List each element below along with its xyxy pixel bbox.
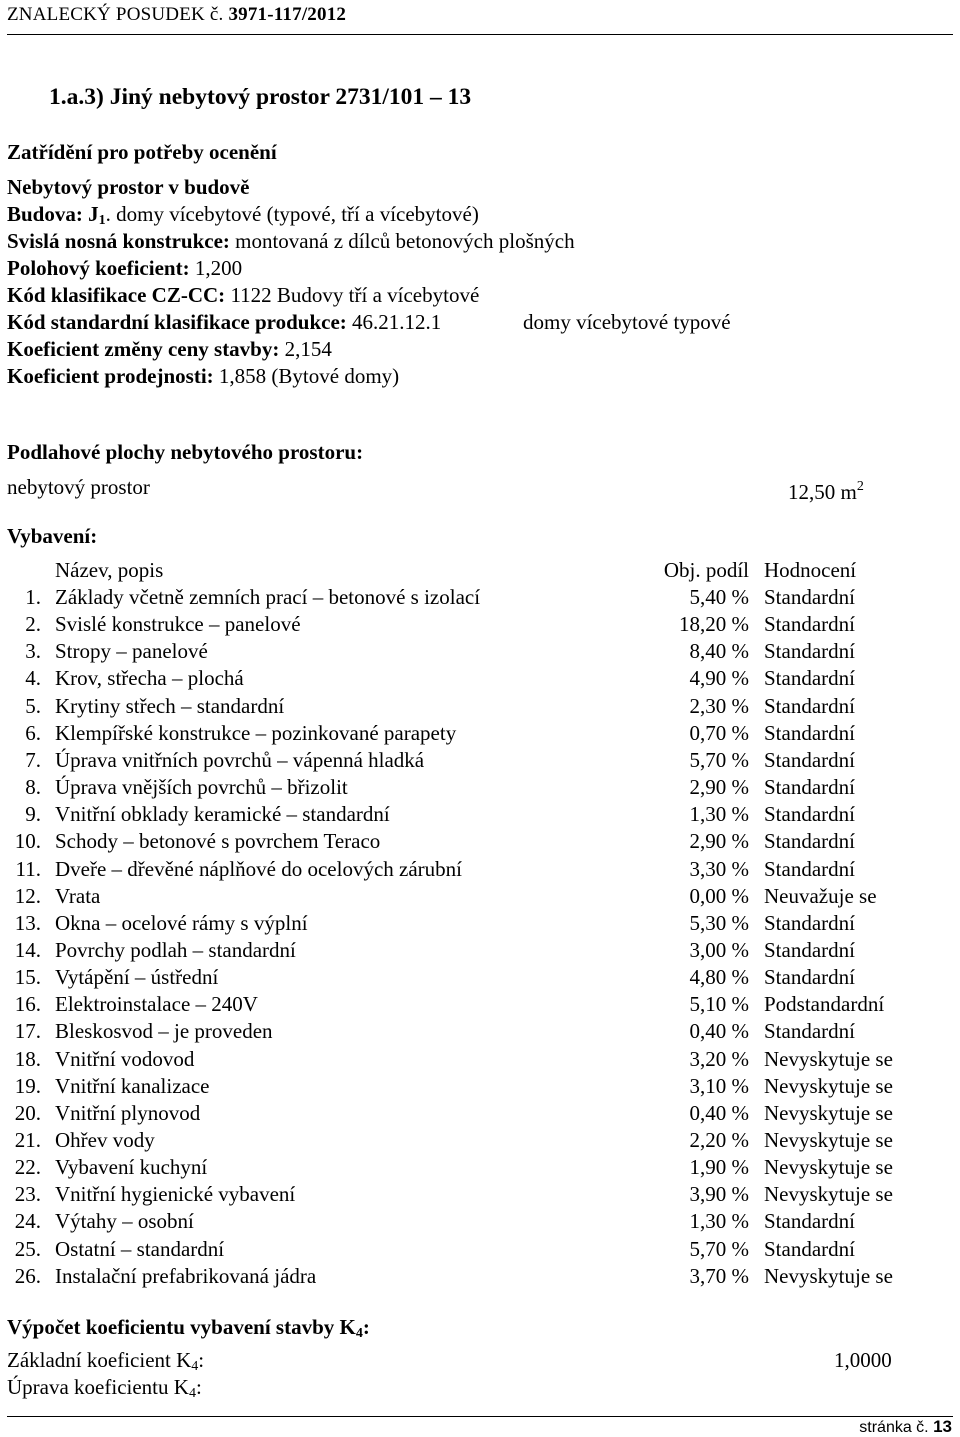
row-name: Krov, střecha – plochá <box>55 666 244 690</box>
row-rating: Standardní <box>764 694 855 718</box>
row-share: 3,20 % <box>689 1047 749 1071</box>
position-coefficient-value: 1,200 <box>189 256 243 280</box>
row-name: Úprava vnějších povrchů – břizolit <box>55 775 348 799</box>
cz-cc-line <box>7 282 479 308</box>
row-share: 1,30 % <box>689 1209 749 1233</box>
k4-base-colon: : <box>198 1348 205 1372</box>
row-number: 26. <box>14 1264 41 1288</box>
row-number: 10. <box>14 829 41 853</box>
k4-adjustment-label: Úprava koeficientu K <box>7 1375 189 1399</box>
row-share: 5,70 % <box>689 748 749 772</box>
row-rating: Nevyskytuje se <box>764 1101 893 1125</box>
table-row <box>7 910 957 937</box>
row-rating: Neuvažuje se <box>764 884 877 908</box>
row-number: 21. <box>14 1128 41 1152</box>
row-name: Okna – ocelové rámy s výplní <box>55 911 308 935</box>
row-name: Vnitřní vodovod <box>55 1047 195 1071</box>
table-row <box>7 1181 957 1208</box>
row-rating: Standardní <box>764 748 855 772</box>
floor-area-value <box>788 474 864 505</box>
row-name: Úprava vnitřních povrchů – vápenná hladká <box>55 748 425 772</box>
row-rating: Nevyskytuje se <box>764 1128 893 1152</box>
table-row <box>7 665 957 692</box>
row-number: 8. <box>25 775 41 799</box>
structure-label: Svislá nosná konstrukce: <box>7 229 230 253</box>
k4-base-subscript: 4 <box>191 1359 199 1374</box>
row-name: Vybavení kuchyní <box>55 1155 208 1179</box>
row-number: 7. <box>25 748 41 772</box>
row-number: 18. <box>14 1047 41 1071</box>
k4-adjustment-colon: : <box>195 1375 202 1399</box>
table-row <box>7 1073 957 1100</box>
row-rating: Standardní <box>764 1019 855 1043</box>
row-share: 3,90 % <box>689 1182 749 1206</box>
header-number: 3971-117/2012 <box>228 4 347 25</box>
row-rating: Standardní <box>764 938 855 962</box>
k4-heading-text: Výpočet koeficientu vybavení stavby K <box>7 1315 356 1339</box>
header-title: ZNALECKÝ POSUDEK č. <box>7 4 229 25</box>
page-number-label: stránka č. <box>859 1419 934 1436</box>
row-name: Schody – betonové s povrchem Teraco <box>55 829 381 853</box>
row-share: 2,90 % <box>689 829 749 853</box>
row-rating: Standardní <box>764 802 855 826</box>
structure-value: montovaná z dílců betonových plošných <box>229 229 575 253</box>
row-name: Vnitřní obklady keramické – standardní <box>55 802 390 826</box>
column-header-rating: Hodnocení <box>764 558 857 582</box>
row-rating: Standardní <box>764 965 855 989</box>
structure-line <box>7 228 575 254</box>
row-share: 4,80 % <box>689 965 749 989</box>
row-name: Povrchy podlah – standardní <box>55 938 296 962</box>
table-row <box>7 1154 957 1181</box>
position-coefficient-label: Polohový koeficient: <box>7 256 190 280</box>
row-rating: Standardní <box>764 639 855 663</box>
row-rating: Nevyskytuje se <box>764 1074 893 1098</box>
row-number: 6. <box>25 721 41 745</box>
row-number: 24. <box>14 1209 41 1233</box>
row-name: Bleskosvod – je proveden <box>55 1019 273 1043</box>
row-number: 16. <box>14 992 41 1016</box>
k4-base-value: 1,0000 <box>834 1348 892 1372</box>
row-rating: Standardní <box>764 829 855 853</box>
table-row <box>7 611 957 638</box>
row-number: 17. <box>14 1019 41 1043</box>
row-rating: Standardní <box>764 612 855 636</box>
building-value: . domy vícebytové (typové, tří a vícebytové) <box>105 202 479 226</box>
table-row <box>7 828 957 855</box>
row-share: 2,90 % <box>689 775 749 799</box>
row-name: Stropy – panelové <box>55 639 208 663</box>
row-name: Elektroinstalace – 240V <box>55 992 258 1016</box>
classification-heading: Zatřídění pro potřeby ocenění <box>7 140 277 164</box>
row-share: 5,40 % <box>689 585 749 609</box>
production-code-value: 46.21.12.1 <box>346 310 442 334</box>
price-change-value: 2,154 <box>279 337 332 361</box>
building-label: Budova: J <box>7 202 99 226</box>
table-row <box>7 1127 957 1154</box>
row-share: 4,90 % <box>689 666 749 690</box>
row-name: Krytiny střech – standardní <box>55 694 285 718</box>
table-row <box>7 1018 957 1045</box>
floor-areas-heading: Podlahové plochy nebytového prostoru: <box>7 440 364 464</box>
row-share: 18,20 % <box>679 612 749 636</box>
row-name: Instalační prefabrikovaná jádra <box>55 1264 317 1288</box>
price-change-label: Koeficient změny ceny stavby: <box>7 337 280 361</box>
equipment-table-header <box>7 557 957 584</box>
production-code-description: domy vícebytové typové <box>523 310 731 334</box>
row-rating: Standardní <box>764 1209 855 1233</box>
row-number: 9. <box>25 802 41 826</box>
row-number: 12. <box>14 884 41 908</box>
production-code-label: Kód standardní klasifikace produkce: <box>7 310 347 334</box>
row-rating: Standardní <box>764 1237 855 1261</box>
page-footer <box>859 1417 952 1437</box>
row-share: 0,00 % <box>689 884 749 908</box>
row-number: 1. <box>25 585 41 609</box>
row-rating: Nevyskytuje se <box>764 1155 893 1179</box>
row-number: 3. <box>25 639 41 663</box>
row-number: 4. <box>25 666 41 690</box>
table-row <box>7 638 957 665</box>
row-number: 13. <box>14 911 41 935</box>
row-name: Vnitřní plynovod <box>55 1101 201 1125</box>
row-number: 11. <box>15 857 41 881</box>
table-row <box>7 1236 957 1263</box>
cz-cc-value: 1122 Budovy tří a vícebytové <box>225 283 480 307</box>
row-number: 22. <box>14 1155 41 1179</box>
table-row <box>7 883 957 910</box>
row-share: 2,30 % <box>689 694 749 718</box>
cz-cc-label: Kód klasifikace CZ-CC: <box>7 283 226 307</box>
row-number: 5. <box>25 694 41 718</box>
row-name: Vytápění – ústřední <box>55 965 219 989</box>
row-number: 2. <box>25 612 41 636</box>
row-name: Ostatní – standardní <box>55 1237 225 1261</box>
row-rating: Podstandardní <box>764 992 885 1016</box>
row-name: Svislé konstrukce – panelové <box>55 612 301 636</box>
table-row <box>7 774 957 801</box>
price-change-line <box>7 336 332 362</box>
row-rating: Standardní <box>764 721 855 745</box>
saleability-value: 1,858 (Bytové domy) <box>213 364 400 388</box>
saleability-label: Koeficient prodejnosti: <box>7 364 214 388</box>
row-share: 3,10 % <box>689 1074 749 1098</box>
row-number: 23. <box>14 1182 41 1206</box>
row-number: 15. <box>14 965 41 989</box>
position-coefficient-line <box>7 255 242 281</box>
saleability-line <box>7 363 399 389</box>
table-row <box>7 964 957 991</box>
row-share: 3,30 % <box>689 857 749 881</box>
row-name: Základy včetně zemních prací – betonové s izolací <box>55 585 481 609</box>
row-number: 25. <box>14 1237 41 1261</box>
row-rating: Nevyskytuje se <box>764 1264 893 1288</box>
table-row <box>7 801 957 828</box>
table-row <box>7 693 957 720</box>
row-name: Ohřev vody <box>55 1128 155 1152</box>
row-number: 19. <box>14 1074 41 1098</box>
row-rating: Nevyskytuje se <box>764 1182 893 1206</box>
row-share: 0,40 % <box>689 1019 749 1043</box>
row-share: 0,70 % <box>689 721 749 745</box>
column-header-name: Název, popis <box>55 558 164 582</box>
section-title: 1.a.3) Jiný nebytový prostor 2731/101 – 13 <box>49 84 472 110</box>
k4-heading-colon: : <box>362 1315 370 1339</box>
building-subscript: 1 <box>98 213 106 228</box>
row-name: Výtahy – osobní <box>55 1209 194 1233</box>
row-rating: Standardní <box>764 585 855 609</box>
row-rating: Standardní <box>764 911 855 935</box>
row-share: 8,40 % <box>689 639 749 663</box>
table-row <box>7 856 957 883</box>
k4-base-label: Základní koeficient K <box>7 1348 192 1372</box>
row-share: 1,30 % <box>689 802 749 826</box>
floor-area-number: 12,50 m <box>788 480 857 504</box>
table-row <box>7 1208 957 1235</box>
page-number: 13 <box>933 1417 952 1436</box>
row-share: 3,70 % <box>689 1264 749 1288</box>
table-row <box>7 1100 957 1127</box>
row-rating: Standardní <box>764 857 855 881</box>
table-row <box>7 937 957 964</box>
row-name: Klempířské konstrukce – pozinkované parapety <box>55 721 457 745</box>
table-row <box>7 720 957 747</box>
row-share: 5,70 % <box>689 1237 749 1261</box>
row-rating: Nevyskytuje se <box>764 1047 893 1071</box>
row-share: 5,10 % <box>689 992 749 1016</box>
equipment-heading: Vybavení: <box>7 524 98 548</box>
floor-area-unit-superscript: 2 <box>856 479 864 494</box>
document-header <box>7 4 953 35</box>
row-name: Vnitřní hygienické vybavení <box>55 1182 296 1206</box>
table-row <box>7 1046 957 1073</box>
row-number: 14. <box>14 938 41 962</box>
production-code-line <box>7 309 441 335</box>
property-type: Nebytový prostor v budově <box>7 175 250 199</box>
k4-heading <box>7 1314 370 1347</box>
k4-adjustment-line <box>7 1374 202 1407</box>
table-row <box>7 584 957 611</box>
row-share: 5,30 % <box>689 911 749 935</box>
row-number: 20. <box>14 1101 41 1125</box>
row-name: Vrata <box>55 884 101 908</box>
footer-divider <box>7 1416 953 1417</box>
row-share: 0,40 % <box>689 1101 749 1125</box>
column-header-share: Obj. podíl <box>663 558 749 582</box>
table-row <box>7 991 957 1018</box>
table-row <box>7 747 957 774</box>
table-row <box>7 1263 957 1290</box>
floor-area-label: nebytový prostor <box>7 475 150 499</box>
row-name: Dveře – dřevěné náplňové do ocelových zárubní <box>55 857 462 881</box>
row-share: 1,90 % <box>689 1155 749 1179</box>
row-share: 3,00 % <box>689 938 749 962</box>
k4-heading-subscript: 4 <box>355 1326 363 1341</box>
row-name: Vnitřní kanalizace <box>55 1074 210 1098</box>
k4-adjustment-subscript: 4 <box>188 1386 196 1401</box>
row-rating: Standardní <box>764 666 855 690</box>
row-rating: Standardní <box>764 775 855 799</box>
row-share: 2,20 % <box>689 1128 749 1152</box>
